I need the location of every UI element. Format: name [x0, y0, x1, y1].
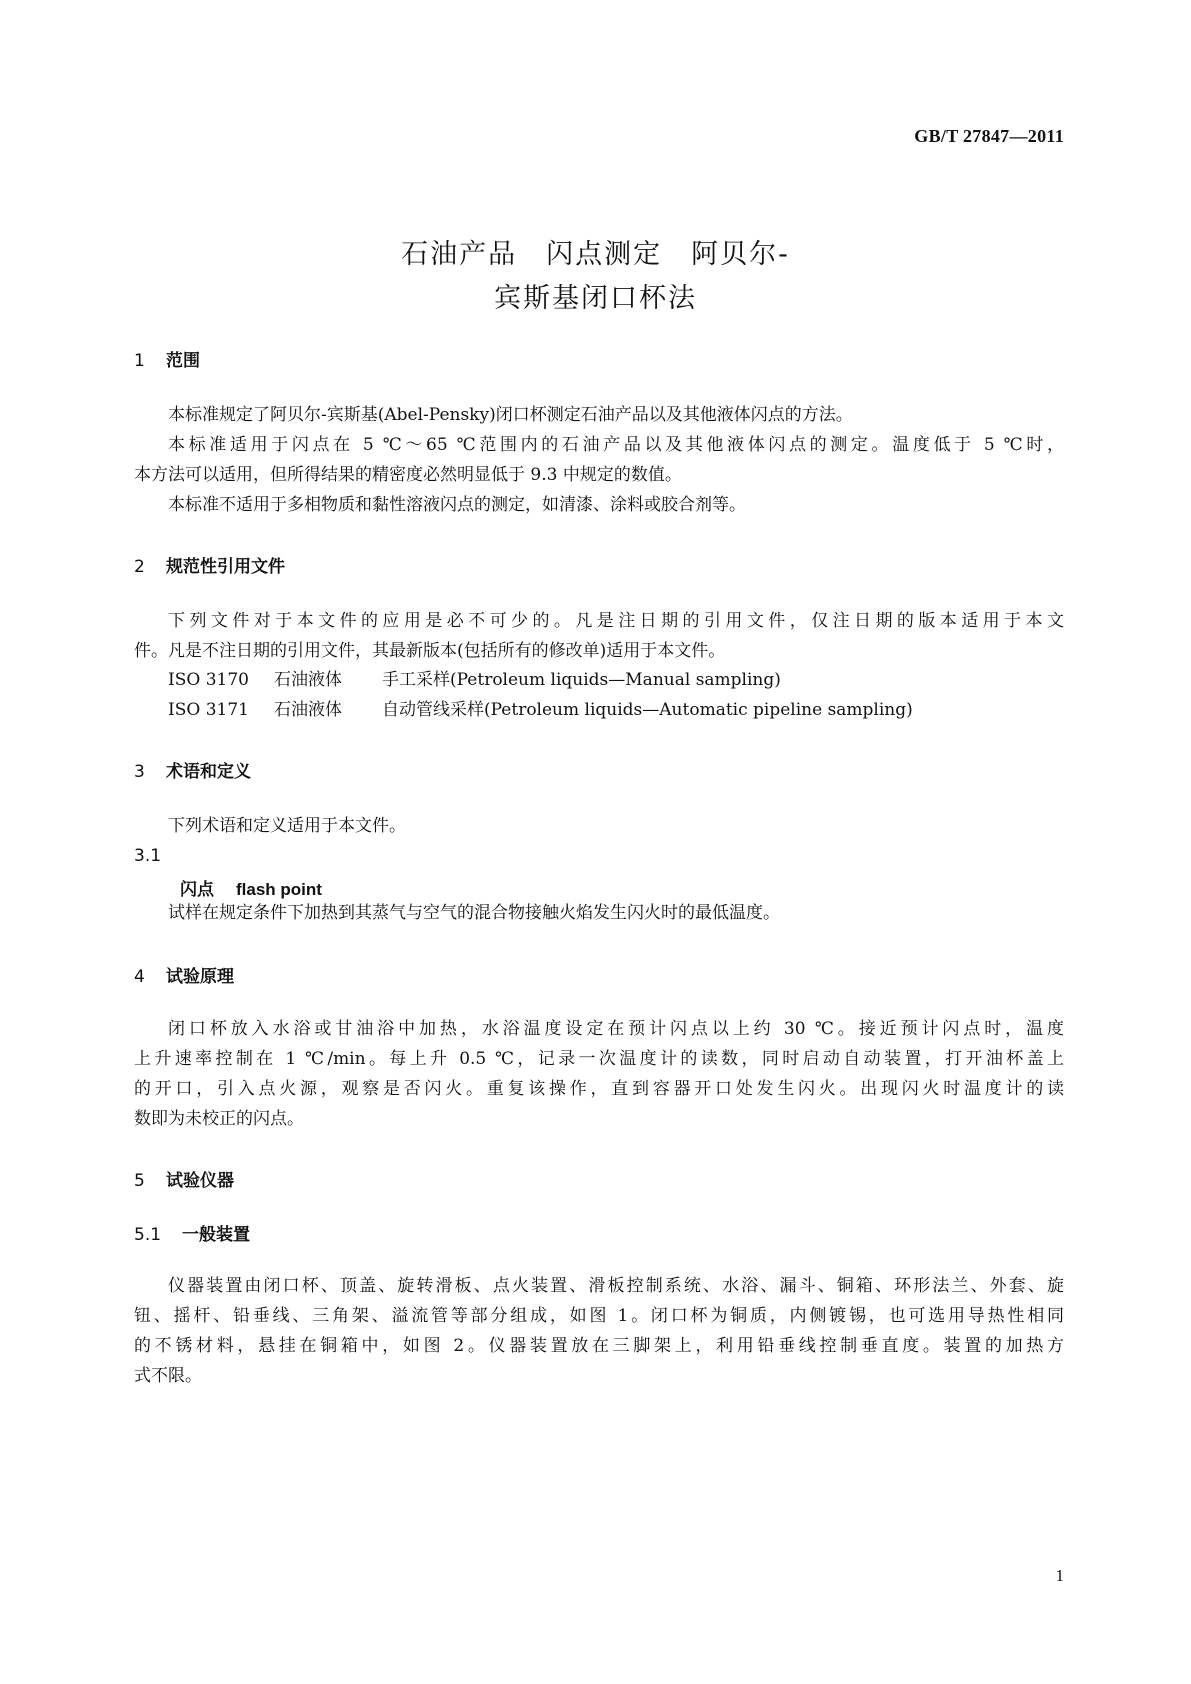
- term-definition: 试样在规定条件下加热到其蒸气与空气的混合物接触火焰发生闪火时的最低温度。: [168, 903, 780, 923]
- section-3-intro: 下列术语和定义适用于本文件。: [168, 816, 406, 836]
- section-4-line-1: 闭口杯放入水浴或甘油浴中加热，水浴温度设定在预计闪点以上约 30 ℃。接近预计闪点时，温度: [168, 1019, 1064, 1039]
- section-5-line-1: 仪器装置由闭口杯、顶盖、旋转滑板、点火装置、滑板控制系统、水浴、漏斗、铜箱、环形法兰、外套、旋: [168, 1276, 1064, 1296]
- document-title-line-2: 宾斯基闭口杯法: [494, 283, 697, 314]
- reference-title: 手工采样(Petroleum liquids—Manual sampling): [382, 670, 781, 690]
- section-title: 试验仪器: [166, 1171, 234, 1191]
- section-number: 1: [134, 351, 145, 371]
- section-title: 范围: [166, 351, 200, 371]
- term-heading: [180, 875, 322, 900]
- section-title: 试验原理: [166, 967, 234, 987]
- term-chinese: 闪点: [180, 880, 214, 900]
- section-3-heading: [134, 757, 251, 782]
- reference-title: 自动管线采样(Petroleum liquids—Automatic pipeline sampling): [382, 700, 913, 720]
- section-5-heading: [134, 1166, 234, 1191]
- section-number: 3: [134, 762, 145, 782]
- term-english: flash point: [236, 880, 322, 899]
- section-1-heading: [134, 346, 200, 371]
- section-4-line-4: 数即为未校正的闪点。: [134, 1109, 304, 1129]
- subsection-number: 5.1: [134, 1225, 162, 1245]
- reference-code: ISO 3170: [168, 670, 249, 690]
- section-5-line-4: 式不限。: [134, 1366, 202, 1386]
- section-4-heading: [134, 962, 234, 987]
- term-number: 3.1: [134, 846, 162, 866]
- section-title: 术语和定义: [166, 762, 251, 782]
- document-title-line-1: 石油产品 闪点测定 阿贝尔-: [401, 239, 790, 270]
- reference-name: 石油液体: [274, 700, 342, 720]
- section-1-line-1: 本标准规定了阿贝尔-宾斯基(Abel-Pensky)闭口杯测定石油产品以及其他液体闪点的方法。: [168, 405, 853, 425]
- section-number: 5: [134, 1171, 145, 1191]
- page-number: 1: [1055, 1566, 1064, 1585]
- reference-item: [168, 702, 1064, 719]
- subsection-title: 一般装置: [182, 1225, 250, 1245]
- section-4-line-3: 的开口，引入点火源，观察是否闪火。重复该操作，直到容器开口处发生闪火。出现闪火时温度计的读: [134, 1079, 1064, 1099]
- section-number: 2: [134, 557, 145, 577]
- reference-code: ISO 3171: [168, 700, 249, 720]
- section-2-line-2: 件。凡是不注日期的引用文件，其最新版本(包括所有的修改单)适用于本文件。: [134, 641, 726, 661]
- section-5-line-2: 钮、摇杆、铅垂线、三角架、溢流管等部分组成，如图 1。闭口杯为铜质，内侧镀锡，也可选用导热性相同: [134, 1306, 1064, 1326]
- section-5-1-heading: [134, 1220, 250, 1245]
- section-1-line-3: 本方法可以适用，但所得结果的精密度必然明显低于 9.3 中规定的数值。: [134, 465, 682, 485]
- section-title: 规范性引用文件: [166, 557, 285, 577]
- section-number: 4: [134, 967, 145, 987]
- section-2-heading: [134, 552, 285, 577]
- section-5-line-3: 的不锈材料，悬挂在铜箱中，如图 2。仪器装置放在三脚架上，利用铅垂线控制垂直度。装置的加热方: [134, 1336, 1064, 1356]
- standard-code: GB/T 27847—2011: [914, 126, 1064, 146]
- section-1-line-2: 本标准适用于闪点在 5 ℃～65 ℃范围内的石油产品以及其他液体闪点的测定。温度低于 5 ℃时，: [168, 435, 1064, 455]
- section-4-line-2: 上升速率控制在 1 ℃/min。每上升 0.5 ℃，记录一次温度计的读数，同时启动自动装置，打开油杯盖上: [134, 1049, 1064, 1069]
- section-2-line-1: 下列文件对于本文件的应用是必不可少的。凡是注日期的引用文件，仅注日期的版本适用于本文: [168, 611, 1064, 631]
- section-1-line-4: 本标准不适用于多相物质和黏性溶液闪点的测定，如清漆、涂料或胶合剂等。: [168, 495, 746, 515]
- reference-name: 石油液体: [274, 670, 342, 690]
- reference-item: [168, 672, 1064, 689]
